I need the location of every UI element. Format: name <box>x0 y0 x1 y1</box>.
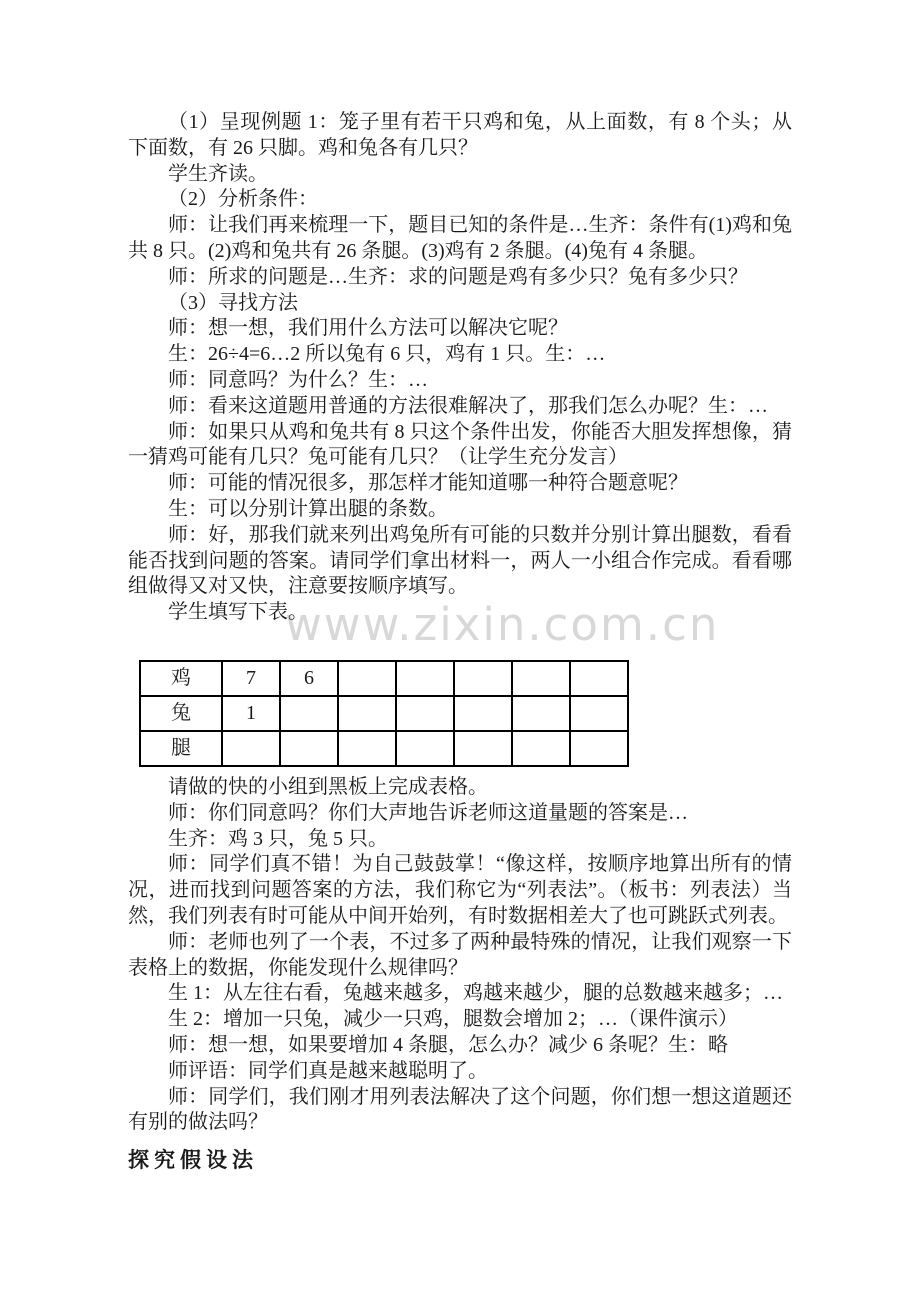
paragraph: （1）呈现例题 1：笼子里有若干只鸡和兔，从上面数，有 8 个头；从下面数，有 26 只脚。鸡和兔各有几只？ <box>128 111 792 159</box>
paragraph: 师：你们同意吗？你们大声地告诉老师这道量题的答案是… <box>168 801 688 824</box>
table-cell <box>338 661 396 696</box>
table-cell <box>396 661 454 696</box>
table-cell <box>338 731 396 766</box>
paragraph: 学生填写下表。 <box>168 601 308 624</box>
table-cell <box>280 696 338 731</box>
table-row-header: 腿 <box>140 731 222 766</box>
paragraph: 师评语：同学们真是越来越聪明了。 <box>168 1059 488 1082</box>
table-cell <box>512 696 570 731</box>
paragraph: 学生齐读。 <box>168 162 268 185</box>
table-cell: 1 <box>222 696 280 731</box>
paragraph: 生 1：从左往右看，兔越来越多，鸡越来越少，腿的总数越来越多；… <box>168 982 783 1005</box>
document-content <box>128 110 792 1174</box>
paragraph: （2）分析条件： <box>168 188 318 211</box>
paragraph: 师：同学们真不错！为自己鼓鼓掌！“像这样，按顺序地算出所有的情况，进而找到问题答案的方法，我们称它为“列表法”。（板书：列表法）当然，我们列表有时可能从中间开始列，有时数据相差大了也可跳跃式列表。 <box>128 853 792 927</box>
table-cell <box>454 731 512 766</box>
paragraph: 请做的快的小组到黑板上完成表格。 <box>168 775 488 798</box>
paragraph: 师：好，那我们就来列出鸡兔所有可能的只数并分别计算出腿数，看看能否找到问题的答案。请同学们拿出材料一，两人一小组合作完成。看看哪组做得又对又快，注意要按顺序填写。 <box>128 523 792 598</box>
table-cell: 7 <box>222 661 280 696</box>
table-cell <box>570 661 628 696</box>
pre-table-paragraphs <box>128 110 792 626</box>
table-row-header: 鸡 <box>140 661 222 696</box>
paragraph: 生：26÷4=6…2 所以兔有 6 只，鸡有 1 只。生：… <box>168 343 606 366</box>
paragraph: 师：同学们，我们刚才用列表法解决了这个问题，你们想一想这道题还有别的做法吗？ <box>128 1085 792 1134</box>
paragraph: 师：想一想，我们用什么方法可以解决它呢？ <box>168 317 568 340</box>
table-cell <box>222 731 280 766</box>
table-cell <box>454 661 512 696</box>
watermark: www.zixin.com.cn <box>285 598 720 651</box>
table-cell <box>570 731 628 766</box>
paragraph: 师：可能的情况很多，那怎样才能知道哪一种符合题意呢？ <box>168 472 688 495</box>
paragraph: 师：看来这道题用普通的方法很难解决了，那我们怎么办呢？生：… <box>168 394 768 417</box>
paragraph: （3）寻找方法 <box>168 291 298 314</box>
table-cell <box>338 696 396 731</box>
table-cell <box>454 696 512 731</box>
table-row-header: 兔 <box>140 696 222 731</box>
paragraph: 师：想一想，如果要增加 4 条腿，怎么办？减少 6 条呢？生：略 <box>168 1033 728 1056</box>
table-row <box>140 731 628 766</box>
paragraph: 师：让我们再来梳理一下，题目已知的条件是…生齐：条件有(1)鸡和兔共 8 只。(2)鸡和兔共有 26 条腿。(3)鸡有 2 条腿。(4)兔有 4 条腿。 <box>128 214 792 262</box>
answer-table <box>139 660 629 767</box>
paragraph: 师：所求的问题是…生齐：求的问题是鸡有多少只？兔有多少只？ <box>168 265 748 288</box>
post-table-paragraphs <box>128 775 792 1136</box>
section-heading: 探究假设法 <box>128 1148 258 1173</box>
table-cell <box>280 731 338 766</box>
paragraph: 生 2：增加一只兔，减少一只鸡，腿数会增加 2；…（课件演示） <box>168 1008 738 1031</box>
table-row <box>140 696 628 731</box>
paragraph: 生齐：鸡 3 只，兔 5 只。 <box>168 827 388 850</box>
table-row <box>140 661 628 696</box>
paragraph: 生：可以分别计算出腿的条数。 <box>168 497 448 520</box>
table-cell: 6 <box>280 661 338 696</box>
paragraph: 师：老师也列了一个表，不过多了两种最特殊的情况，让我们观察一下表格上的数据，你能发现什么规律吗？ <box>128 930 792 979</box>
table-cell <box>512 731 570 766</box>
table-cell <box>396 696 454 731</box>
table-cell <box>512 661 570 696</box>
table-cell <box>396 731 454 766</box>
paragraph: 师：同意吗？为什么？生：… <box>168 368 428 391</box>
paragraph: 师：如果只从鸡和兔共有 8 只这个条件出发，你能否大胆发挥想像，猜一猜鸡可能有几只？兔可能有几只？（让学生充分发言） <box>128 420 792 469</box>
table-cell <box>570 696 628 731</box>
